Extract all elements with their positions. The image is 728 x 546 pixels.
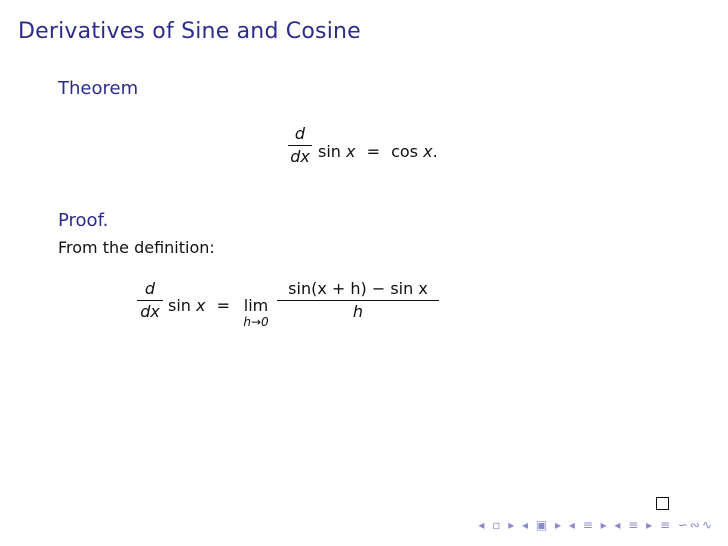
proof-title: Proof. (58, 210, 109, 231)
theorem-x: x (346, 142, 356, 161)
theorem-end: . (432, 142, 438, 161)
proof-intro: From the definition: (58, 238, 215, 257)
theorem-frac-num: d (294, 124, 306, 143)
proof-formula (137, 281, 457, 341)
theorem-x2: x (423, 142, 433, 161)
theorem-cos: cos (391, 142, 418, 161)
theorem-formula (288, 126, 458, 176)
proof-lim-sub: h→0 (243, 315, 269, 329)
proof-sin: sin (168, 296, 191, 315)
qed-box (656, 497, 669, 510)
proof-frac-num: d (144, 279, 156, 298)
proof-lim: lim (243, 296, 269, 315)
theorem-frac-den: dx (290, 147, 310, 166)
beamer-navigation[interactable]: ◂ ▫ ▸ ◂ ▣ ▸ ◂ ≡ ▸ ◂ ≡ ▸ ≡ ∽∾∿ (478, 518, 714, 532)
theorem-sin: sin (318, 142, 341, 161)
proof-frac-bar (137, 300, 163, 301)
proof-rhs-bar (277, 300, 439, 301)
proof-eq: = (216, 296, 230, 315)
proof-rhs-num: sin(x + h) − sin x (288, 279, 428, 298)
frame-title: Derivatives of Sine and Cosine (18, 19, 361, 44)
proof-frac-den: dx (140, 302, 160, 321)
proof-rhs-den: h (352, 302, 364, 321)
proof-x: x (196, 296, 206, 315)
theorem-eq: = (366, 142, 380, 161)
theorem-frac-bar (288, 145, 312, 146)
theorem-title: Theorem (58, 78, 139, 99)
